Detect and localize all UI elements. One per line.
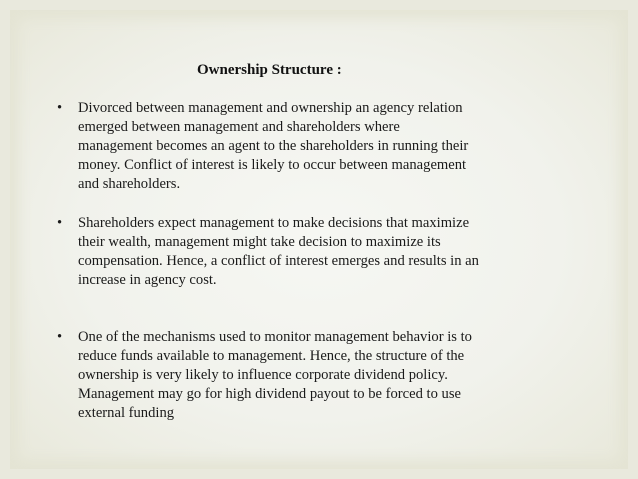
bullet-marker: • xyxy=(57,329,63,345)
bullet-text: Divorced between management and ownership an agency relation emerged between management and shareholders where management becomes an agent to the shareholders in running their money. Conflict of interest is likely to occur between management and shareholders. xyxy=(78,100,469,192)
bullet-item-2 xyxy=(57,214,577,290)
bullet-item-3 xyxy=(57,328,577,423)
bullet-text: Shareholders expect management to make decisions that maximize their wealth, management might take decision to maximize its compensation. Hence, a conflict of interest emerges and results in an increase in agency cost. xyxy=(78,215,479,288)
bullet-marker: • xyxy=(57,100,63,116)
bullet-text: One of the mechanisms used to monitor management behavior is to reduce funds available to management. Hence, the structure of the ownership is very likely to influence corporate dividend policy. Management may go for high dividend payout to be forced to use external funding xyxy=(78,329,472,421)
bullet-item-1 xyxy=(57,99,577,194)
slide-title: Ownership Structure : xyxy=(197,62,342,78)
bullet-marker: • xyxy=(57,215,63,231)
